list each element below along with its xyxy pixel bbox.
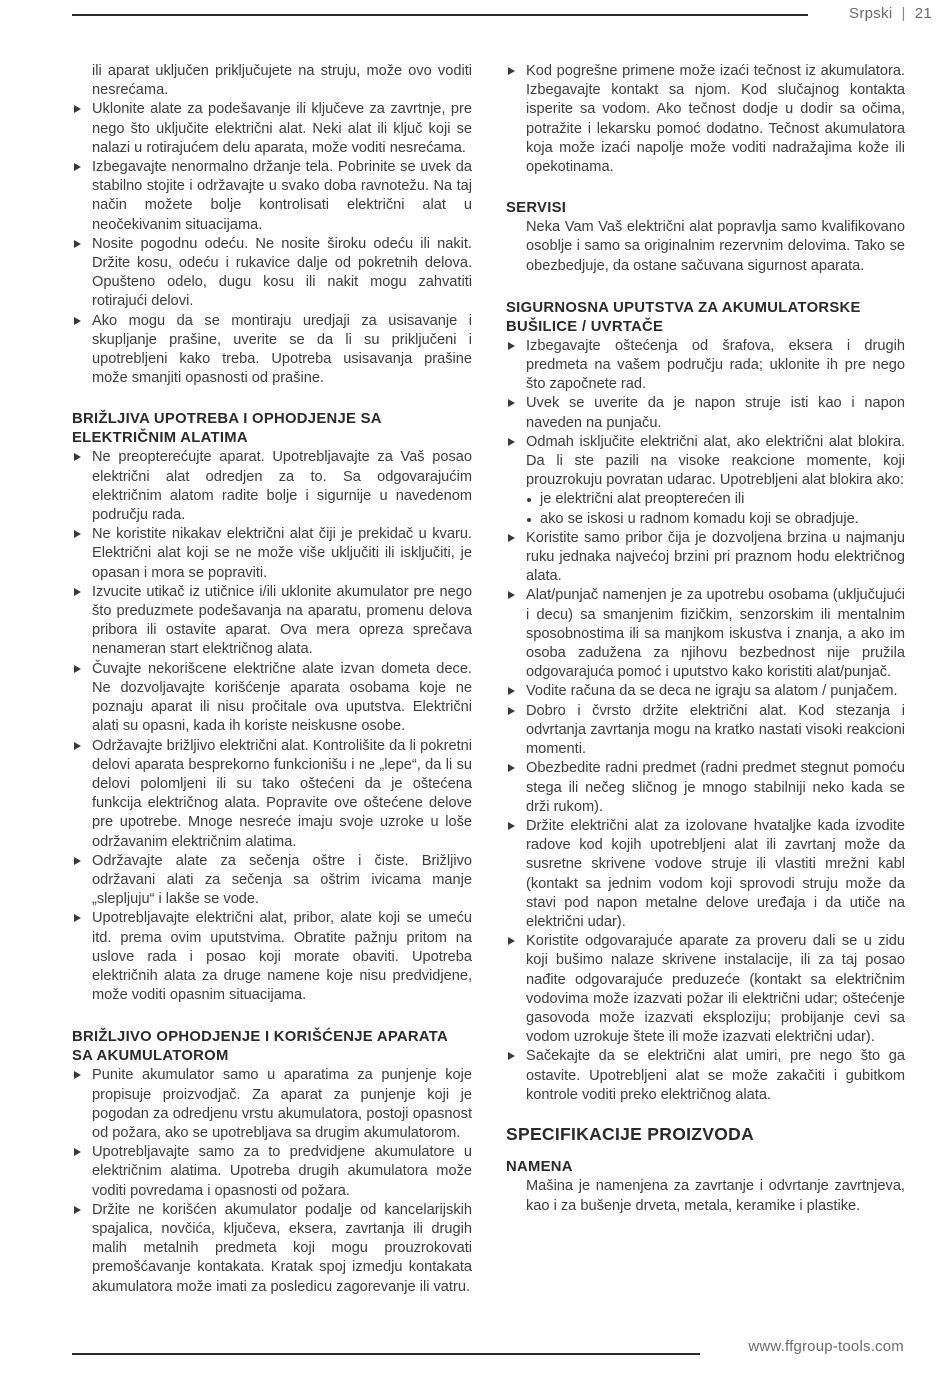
language-label: Srpski — [849, 5, 893, 22]
bullet-list-top — [506, 62, 905, 177]
list-item: Dobro i čvrsto držite električni alat. Kod stezanja i odvrtanja zavrtanja mogu na kratko nastati visoki reakcioni momenti. — [506, 702, 905, 760]
bullet-triangle-icon — [508, 764, 515, 772]
list-item: Alat/punjač namenjen je za upotrebu osobama (uključujući i decu) sa smanjenim fizičkim, senzorskim ili mentalnim sposobnostima ili sa manjkom iskustva i znanja, a ako im osoba zadužena za njihovu bezbednost nije pružila odgovarajuća pomoć i uputstvo kako koristiti alat/punjač. — [506, 586, 905, 682]
bullet-triangle-icon — [74, 857, 81, 865]
page-number: 21 — [914, 5, 932, 22]
bullet-triangle-icon — [508, 687, 515, 695]
list-item: Izbegavajte nenormalno držanje tela. Pobrinite se uvek da stabilno stojite i održavajte u svako doba ravnotežu. Na taj način možete bolje kontrolisati električni alat u neočekivanim situacijama. — [72, 158, 472, 235]
bullet-triangle-icon — [74, 742, 81, 750]
list-item: Ako mogu da se montiraju uredjaji za usisavanje i skupljanje prašine, uverite se da li su priključeni i upotrebljeni kako treba. Upotreba usisavanja prašine može smanjiti opasnosti od prašine. — [72, 312, 472, 389]
list-item: Izbegavajte oštećenja od šrafova, eksera i drugih predmeta na vašem području rada; uklonite ih pre nego što započnete rad. — [506, 337, 905, 395]
footer-url: www.ffgroup-tools.com — [748, 1338, 904, 1355]
bullet-list-sig — [506, 337, 905, 1105]
bullet-triangle-icon — [508, 591, 515, 599]
namena-text: Mašina je namenjena za zavrtanje i odvrtanje zavrtnjeva, kao i za bušenje drveta, metala, keramike i plastike. — [526, 1178, 905, 1214]
page-header — [849, 5, 932, 22]
section-heading-namena: NAMENA — [506, 1159, 573, 1176]
list-item: Odmah isključite električni alat, ako električni alat blokira. Da li ste pazili na visoke reakcione momente, koji prouzrokuju povratan udarac. Upotrebljeni alat blokira ako: je električni alat preopterećen ili ako se iskosi u radnom komadu koji se obradjuje. — [506, 433, 905, 529]
bullet-triangle-icon — [74, 1071, 81, 1079]
list-item: Držite električni alat za izolovane hvataljke kada izvodite radove kod kojih upotrebljeni alat ili zavrtanj može da susretne skrivene vodove struje ili vlastiti mrežni kabl (kontakt sa jednim vodom koji sprovodi struju može da stavi pod napon metalne delove uređaja i da utiče na električni udar). — [506, 817, 905, 932]
bullet-triangle-icon — [508, 399, 515, 407]
bullet-triangle-icon — [508, 1052, 515, 1060]
right-column — [506, 62, 905, 1216]
list-item: Čuvajte nekorišcene električne alate izvan dometa dece. Ne dozvoljavajte korišćenje aparata osobama koje ne poznaju aparat ili nisu pročitale ova uputstva. Električni alati su opasni, kada ih koriste neiskusne osobe. — [72, 660, 472, 737]
bullet-list-2 — [72, 448, 472, 1005]
bullet-triangle-icon — [74, 317, 81, 325]
list-item: Obezbedite radni predmet (radni predmet stegnut pomoću stega ili nečeg sličnog je mnogo stabilniji neko kada se drži rukom). — [506, 759, 905, 817]
section-heading: BRIŽLJIVA UPOTREBA I OPHODJENJE SA ELEKTRIČNIM ALATIMA — [72, 411, 382, 447]
list-item: Nosite pogodnu odeću. Ne nosite široku odeću ili nakit. Držite kosu, odeću i rukavice dalje od pokretnih delova. Opušteno odelo, dugu kosu ili nakit mogu zahvatiti rotirajući delovi. — [72, 235, 472, 312]
list-item: Vodite računa da se deca ne igraju sa alatom / punjačem. — [506, 682, 905, 701]
bullet-triangle-icon — [508, 937, 515, 945]
list-item: Ne koristite nikakav električni alat čiji je prekidač u kvaru. Električni alat koji se ne može više uključiti ili isključiti, je opasan i mora se popraviti. — [72, 525, 472, 583]
section-heading: BRIŽLJIVO OPHODJENJE I KORIŠĆENJE APARATA SA AKUMULATOROM — [72, 1029, 448, 1065]
bullet-triangle-icon — [508, 707, 515, 715]
sub-list-item: je električni alat preopterećen ili — [526, 490, 905, 509]
footer-rule — [72, 1353, 700, 1355]
list-item: Održavajte brižljivo električni alat. Kontrolišite da li pokretni delovi aparata besprekorno funkcionišu i ne „lepe“, da li su delovi polomljeni ili su tako oštećeni da je oštećena funkcija električnog alata. Popravite ove oštećene delove pre upotrebe. Mnoge nesreće imaju svoje uzroke u loše održavanim električnim alatima. — [72, 737, 472, 852]
list-item: Upotrebljavajte električni alat, pribor, alate koji se umeću itd. prema ovim uputstvima. Obratite pažnju pritom na uslove rada i posao koji morate obaviti. Upotreba električnih alata za druge namene koje nisu predvidjene, može voditi opasnim situacijama. — [72, 909, 472, 1005]
bullet-list-1 — [72, 100, 472, 388]
list-item: Koristite samo pribor čija je dozvoljena brzina u najmanju ruku jednaka najvećoj brzini pri praznom hodu električnog alata. — [506, 529, 905, 587]
bullet-triangle-icon — [74, 665, 81, 673]
list-item: Punite akumulator samo u aparatima za punjenje koje propisuje proizvodjač. Za aparat za punjenje koji je pogodan za odredjenu vrstu akumulatora, postoji opasnost od požara, ako se upotrebljava sa drugim akumulatorom. — [72, 1066, 472, 1143]
list-item: Održavajte alate za sečenja oštre i čiste. Brižljivo održavani alati za sečenja sa oštrim ivicama manje „slepljuju“ i lakše se vode. — [72, 852, 472, 910]
list-item: Uklonite alate za podešavanje ili ključeve za zavrtnje, pre nego što uključite električni alat. Neki alat ili ključ koji se nalazi u rotirajućem delu aparata, može voditi nesrećama. — [72, 100, 472, 158]
left-column — [72, 62, 472, 1297]
section-heading-servisi: SERVISI — [506, 200, 567, 217]
bullet-dot-icon — [527, 518, 531, 522]
bullet-triangle-icon — [508, 342, 515, 350]
bullet-triangle-icon — [74, 240, 81, 248]
bullet-triangle-icon — [74, 588, 81, 596]
section-heading-specifikacije: SPECIFIKACIJE PROIZVODA — [506, 1123, 755, 1144]
sub-list-item: ako se iskosi u radnom komadu koji se obradjuje. — [526, 510, 905, 529]
bullet-triangle-icon — [74, 453, 81, 461]
bullet-triangle-icon — [74, 1206, 81, 1214]
bullet-triangle-icon — [508, 438, 515, 446]
bullet-dot-icon — [527, 498, 531, 502]
sub-list — [526, 490, 905, 528]
bullet-list-3 — [72, 1066, 472, 1296]
list-item: Upotrebljavajte samo za to predvidjene akumulatore u električnim alatima. Upotreba drugih akumulatora može voditi povredama i opasnosti od požara. — [72, 1143, 472, 1201]
list-item: Uvek se uverite da je napon struje isti kao i napon naveden na punjaču. — [506, 394, 905, 432]
bullet-triangle-icon — [74, 1148, 81, 1156]
servisi-text: Neka Vam Vaš električni alat popravlja samo kvalifikovano osoblje i samo sa originalnim rezervnim delovima. Tako se obezbedjuje, da ostane sačuvana sigurnost aparata. — [526, 219, 905, 274]
list-item: Kod pogrešne primene može izaći tečnost iz akumulatora. Izbegavajte kontakt sa njom. Kod slučajnog kontakta isperite sa vodom. Ako tečnost dodje u dodir sa očima, potražite i lekarsku pomoć dodatno. Tečnost akumulatora koja može izaći napolje može voditi nadražajima kože ili opekotinama. — [506, 62, 905, 177]
list-item: Izvucite utikač iz utičnice i/ili uklonite akumulator pre nego što preduzmete podešavanja na aparatu, promenu delova pribora ili ostavite aparat. Ova mera opreza sprečava nenameran start električnog alata. — [72, 583, 472, 660]
list-item: Ne preopterećujte aparat. Upotrebljavajte za Vaš posao električni alat odredjen za to. Sa odgovarajućim električnim alatom radite bolje i sigurnije u navedenom području rada. — [72, 448, 472, 525]
intro-continuation: ili aparat uključen priključujete na struju, može ovo voditi nesrećama. — [92, 63, 472, 99]
bullet-triangle-icon — [74, 163, 81, 171]
bullet-triangle-icon — [508, 822, 515, 830]
list-item: Sačekajte da se električni alat umiri, pre nego što ga ostavite. Upotrebljeni alat se može zakačiti i gubitkom kontrole voditi preko električnog alata. — [506, 1047, 905, 1105]
section-heading-sigurnosna: SIGURNOSNA UPUTSTVA ZA AKUMULATORSKE BUŠILICE / UVRTAČE — [506, 299, 861, 335]
bullet-triangle-icon — [74, 914, 81, 922]
bullet-triangle-icon — [74, 105, 81, 113]
list-item: Koristite odgovarajuće aparate za proveru dali se u zidu koji bušimo nalaze skrivene instalacije, ili za taj posao nađite odgovarajuće preduzeće (kontakt sa električnim vodovima može izazvati požar ili električni udar; oštećenje gasovoda može izazvati eksploziju; probijanje cevi sa vodom uzrokuje štete ili može izazvati električni udar). — [506, 932, 905, 1047]
bullet-triangle-icon — [508, 534, 515, 542]
header-separator: | — [901, 5, 906, 22]
bullet-triangle-icon — [74, 530, 81, 538]
header-rule — [72, 14, 808, 16]
bullet-triangle-icon — [508, 67, 515, 75]
list-item: Držite ne korišćen akumulator podalje od kancelarijskih spajalica, novčića, ključeva, eksera, zavrtanja ili drugih malih metalnih predmeta koji mogu prouzrokovati premošćavanje kontakata. Kratak spoj izmedju kontakata akumulatora može imati za posledicu zagorevanje ili vatru. — [72, 1201, 472, 1297]
